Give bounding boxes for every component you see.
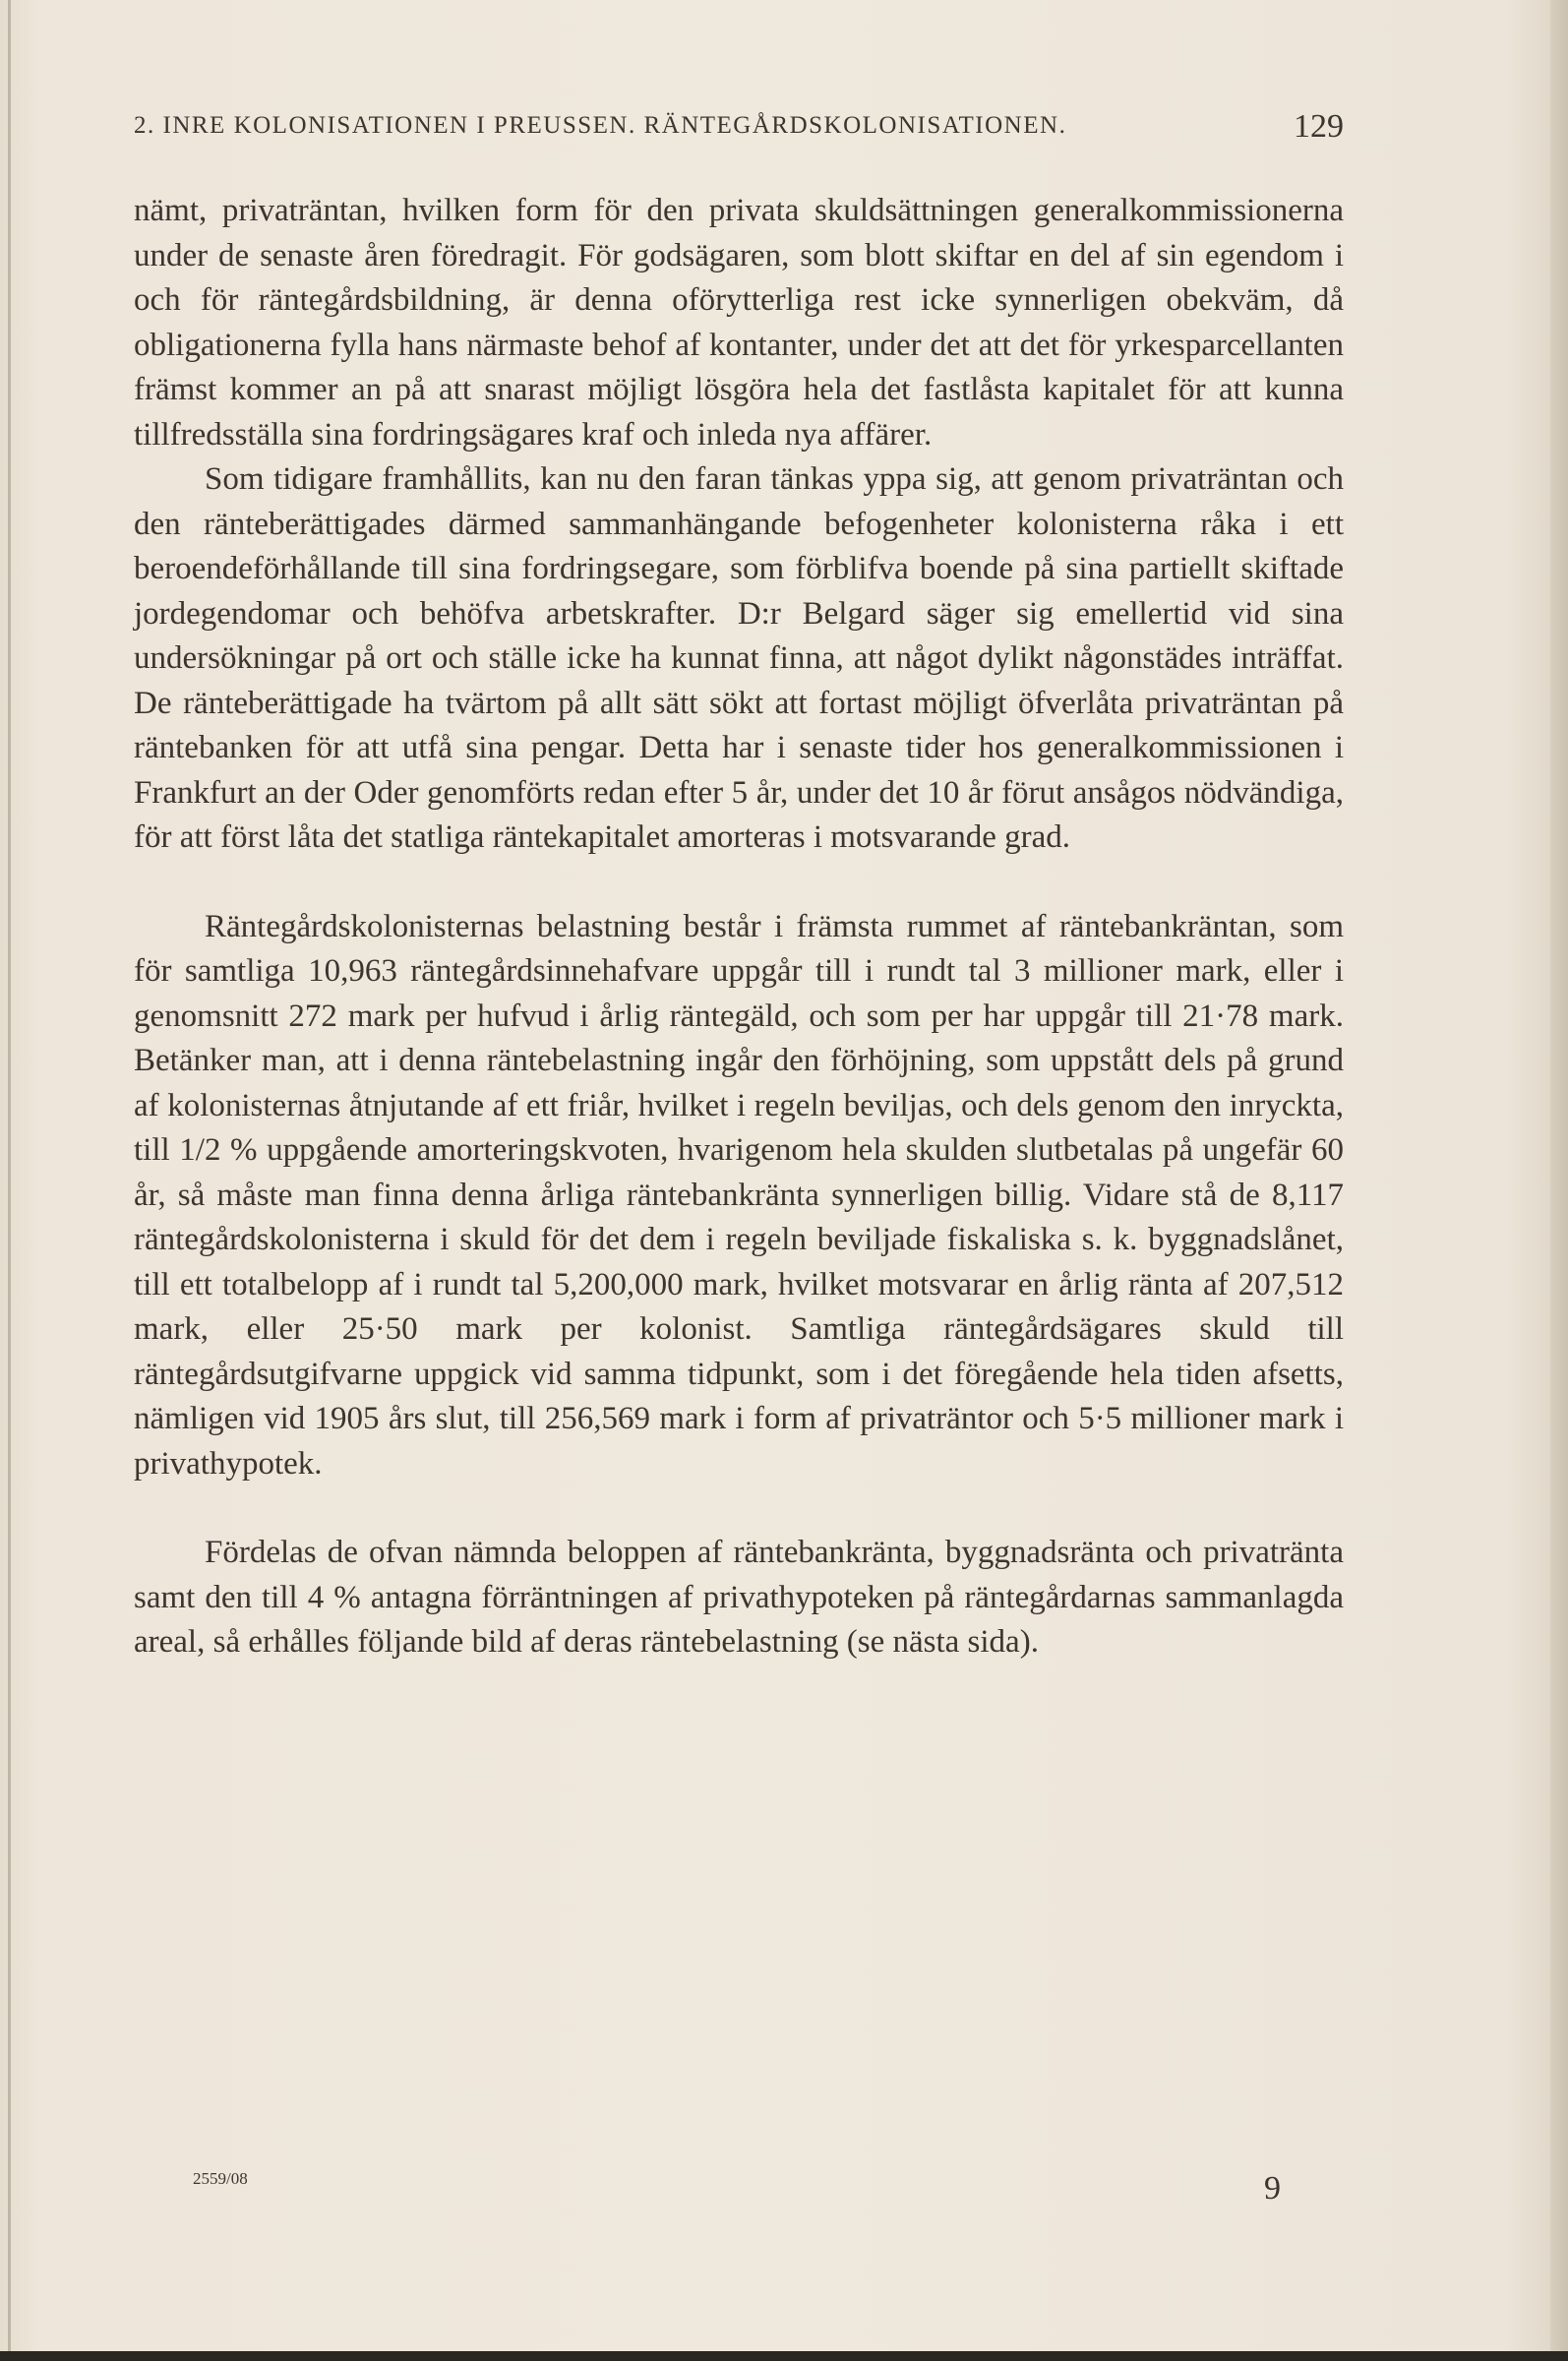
body-text <box>134 189 1344 1665</box>
running-title: 2. INRE KOLONISATIONEN I PREUSSEN. RÄNTEGÅRDSKOLONISATIONEN. <box>134 112 1067 139</box>
running-header <box>134 108 1344 151</box>
page-number: 129 <box>1294 108 1344 145</box>
paragraph-1: nämt, privaträntan, hvilken form för den privata skuldsättningen generalkommissionerna under de senaste åren föredragit. För godsägaren, som blott skiftar en del af sin egendom i och för räntegårdsbildning, är denna oförytterliga rest icke synnerligen obekväm, då obligationerna fylla hans närmaste behof af kontanter, under det att det för yrkesparcellanten främst kommer an på att snarast möjligt lösgöra hela det fastlåsta kapitalet för att kunna tillfredsställa sina fordringsägares kraf och inleda nya affärer. <box>134 193 1344 453</box>
scan-bottom-edge <box>0 2351 1568 2361</box>
page-edge <box>1550 0 1568 2361</box>
sheet-number: 9 <box>1264 2170 1281 2207</box>
printer-signature: 2559/08 <box>193 2169 248 2188</box>
binding-shadow <box>8 0 11 2361</box>
paragraph-3: Räntegårdskolonisternas belastning består i främsta rummet af räntebankräntan, som för samtliga 10,963 räntegårdsinnehafvare uppgår till i rundt tal 3 millioner mark, eller i genomsnitt 272 mark per hufvud i årlig räntegäld, och som per har uppgår till 21·78 mark. Betänker man, att i denna räntebelastning ingår den förhöjning, som uppstått dels på grund af kolonisternas åtnjutande af ett friår, hvilket i regeln beviljas, och dels genom den inryckta, till 1/2 % uppgående amorteringskvoten, hvarigenom hela skulden slutbetalas på ungefär 60 år, så måste man finna denna årliga räntebankränta synnerligen billig. Vidare stå de 8,117 räntegårdskolonisterna i skuld för det dem i regeln beviljade fiskaliska s. k. byggnadslånet, till ett totalbelopp af i rundt tal 5,200,000 mark, hvilket motsvarar en årlig ränta af 207,512 mark, eller 25·50 mark per kolonist. Samtliga räntegårdsägares skuld till räntegårdsutgifvarne uppgick vid samma tidpunkt, som i det föregående hela tiden afsetts, nämligen vid 1905 års slut, till 256,569 mark i form af privaträntor och 5·5 millioner mark i privathypotek. <box>134 908 1344 1482</box>
paragraph-4: Fördelas de ofvan nämnda beloppen af räntebankränta, byggnadsränta och privatränta samt den till 4 % antagna förräntningen af privathypoteken på räntegårdarnas sammanlagda areal, så erhålles följande bild af deras räntebelastning (se nästa sida). <box>134 1535 1344 1660</box>
paragraph-2: Som tidigare framhållits, kan nu den faran tänkas yppa sig, att genom privaträntan och den ränteberättigades därmed sammanhängande befogenheter kolonisterna råka i ett beroendeförhållande till sina fordringsegare, som förblifva boende på sina partiellt skiftade jordegendomar och behöfva arbetskrafter. D:r Belgard säger sig emellertid vid sina undersökningar på ort och ställe icke ha kunnat finna, att något dylikt någonstädes inträffat. De ränteberättigade ha tvärtom på allt sätt sökt att fortast möjligt öfverlåta privaträntan på räntebanken för att utfå sina pengar. Detta har i senaste tider hos generalkommissionen i Frankfurt an der Oder genomförts redan efter 5 år, under det 10 år förut ansågos nödvändiga, för att först låta det statliga räntekapitalet amorteras i motsvarande grad. <box>134 461 1344 855</box>
